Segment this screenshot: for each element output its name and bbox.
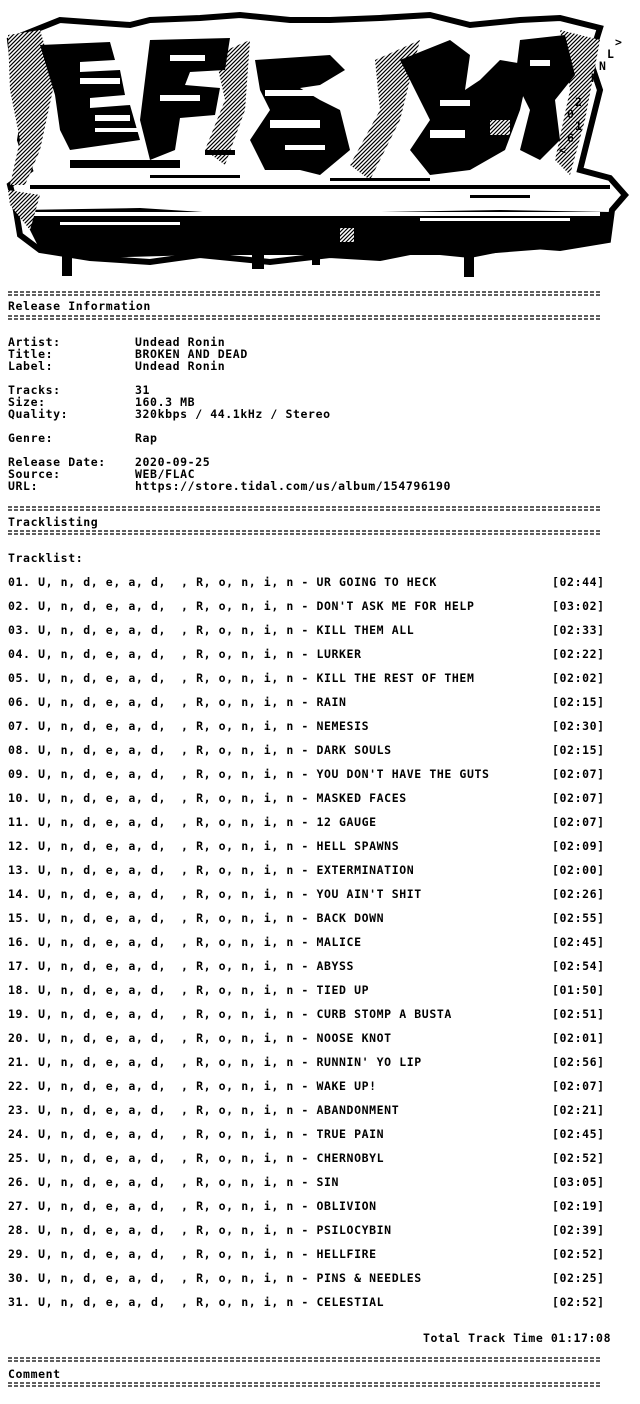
track-duration: [02:25] — [552, 1271, 605, 1285]
divider — [8, 290, 600, 298]
track-row: 14. U, n, d, e, a, d, , R, o, n, i, n - YOU AIN'T SHIT — [8, 887, 422, 901]
track-row: 03. U, n, d, e, a, d, , R, o, n, i, n - KILL THEM ALL — [8, 623, 415, 637]
track-row: 23. U, n, d, e, a, d, , R, o, n, i, n - ABANDONMENT — [8, 1103, 400, 1117]
track-duration: [02:09] — [552, 839, 605, 853]
track-row: 09. U, n, d, e, a, d, , R, o, n, i, n - YOU DON'T HAVE THE GUTS — [8, 767, 490, 781]
release-date-label: Release Date: — [8, 455, 106, 469]
url-label: URL: — [8, 479, 39, 493]
track-duration: [02:52] — [552, 1295, 605, 1309]
track-row: 24. U, n, d, e, a, d, , R, o, n, i, n - TRUE PAIN — [8, 1127, 385, 1141]
track-duration: [02:56] — [552, 1055, 605, 1069]
track-duration: [02:54] — [552, 959, 605, 973]
track-duration: [02:30] — [552, 719, 605, 733]
track-duration: [02:45] — [552, 1127, 605, 1141]
track-duration: [02:45] — [552, 935, 605, 949]
track-row: 17. U, n, d, e, a, d, , R, o, n, i, n - ABYSS — [8, 959, 355, 973]
track-row: 26. U, n, d, e, a, d, , R, o, n, i, n - SIN — [8, 1175, 340, 1189]
track-duration: [02:07] — [552, 1079, 605, 1093]
source-value: WEB/FLAC — [135, 467, 196, 481]
track-row: 15. U, n, d, e, a, d, , R, o, n, i, n - BACK DOWN — [8, 911, 385, 925]
banner-letter: < — [559, 143, 567, 157]
track-row: 07. U, n, d, e, a, d, , R, o, n, i, n - NEMESIS — [8, 719, 370, 733]
track-duration: [02:52] — [552, 1151, 605, 1165]
tracks-label: Tracks: — [8, 383, 61, 397]
track-duration: [02:07] — [552, 815, 605, 829]
track-row: 02. U, n, d, e, a, d, , R, o, n, i, n - DON'T ASK ME FOR HELP — [8, 599, 475, 613]
track-duration: [02:55] — [552, 911, 605, 925]
banner-letter: 6 — [567, 131, 575, 145]
track-row: 08. U, n, d, e, a, d, , R, o, n, i, n - DARK SOULS — [8, 743, 392, 757]
track-row: 13. U, n, d, e, a, d, , R, o, n, i, n - EXTERMINATION — [8, 863, 415, 877]
track-duration: [02:01] — [552, 1031, 605, 1045]
track-duration: [02:22] — [552, 647, 605, 661]
track-row: 28. U, n, d, e, a, d, , R, o, n, i, n - PSILOCYBIN — [8, 1223, 392, 1237]
section-title-release: Release Information — [8, 299, 151, 313]
banner-art — [0, 0, 640, 290]
track-row: 29. U, n, d, e, a, d, , R, o, n, i, n - HELLFIRE — [8, 1247, 377, 1261]
size-value: 160.3 MB — [135, 395, 196, 409]
track-row: 21. U, n, d, e, a, d, , R, o, n, i, n - RUNNIN' YO LIP — [8, 1055, 422, 1069]
track-row: 10. U, n, d, e, a, d, , R, o, n, i, n - MASKED FACES — [8, 791, 407, 805]
track-duration: [02:19] — [552, 1199, 605, 1213]
tracklist-heading: Tracklist: — [8, 551, 84, 565]
track-duration: [02:39] — [552, 1223, 605, 1237]
artist-value: Undead Ronin — [135, 335, 226, 349]
genre-value: Rap — [135, 431, 158, 445]
track-row: 20. U, n, d, e, a, d, , R, o, n, i, n - NOOSE KNOT — [8, 1031, 392, 1045]
track-duration: [03:02] — [552, 599, 605, 613]
banner-letter: > — [615, 35, 623, 49]
track-row: 19. U, n, d, e, a, d, , R, o, n, i, n - CURB STOMP A BUSTA — [8, 1007, 452, 1021]
track-duration: [02:02] — [552, 671, 605, 685]
track-row: 31. U, n, d, e, a, d, , R, o, n, i, n - CELESTIAL — [8, 1295, 385, 1309]
track-duration: [02:07] — [552, 767, 605, 781]
track-duration: [02:51] — [552, 1007, 605, 1021]
title-label: Title: — [8, 347, 54, 361]
track-duration: [02:15] — [552, 743, 605, 757]
banner-letter: L — [607, 47, 615, 61]
track-row: 16. U, n, d, e, a, d, , R, o, n, i, n - MALICE — [8, 935, 362, 949]
banner-letter: 2 — [575, 95, 583, 109]
divider — [8, 529, 600, 537]
section-title-tracklisting: Tracklisting — [8, 515, 99, 529]
banner-letter: 1 — [575, 119, 583, 133]
track-duration: [03:05] — [552, 1175, 605, 1189]
banner-letter: K — [591, 71, 599, 85]
track-row: 22. U, n, d, e, a, d, , R, o, n, i, n - WAKE UP! — [8, 1079, 377, 1093]
divider — [8, 314, 600, 322]
section-title-comment: Comment — [8, 1367, 61, 1381]
title-value: BROKEN AND DEAD — [135, 347, 248, 361]
tracks-value: 31 — [135, 383, 151, 397]
track-row: 01. U, n, d, e, a, d, , R, o, n, i, n - UR GOING TO HECK — [8, 575, 437, 589]
track-duration: [02:52] — [552, 1247, 605, 1261]
track-duration: [02:21] — [552, 1103, 605, 1117]
label-label: Label: — [8, 359, 54, 373]
track-row: 06. U, n, d, e, a, d, , R, o, n, i, n - RAIN — [8, 695, 347, 709]
track-duration: [01:50] — [552, 983, 605, 997]
artist-label: Artist: — [8, 335, 61, 349]
track-row: 11. U, n, d, e, a, d, , R, o, n, i, n - 12 GAUGE — [8, 815, 377, 829]
track-duration: [02:07] — [552, 791, 605, 805]
banner-letter: N — [599, 59, 607, 73]
nfo-banner-logo — [0, 0, 640, 290]
track-row: 12. U, n, d, e, a, d, , R, o, n, i, n - HELL SPAWNS — [8, 839, 400, 853]
track-duration: [02:44] — [552, 575, 605, 589]
quality-label: Quality: — [8, 407, 69, 421]
track-duration: [02:15] — [552, 695, 605, 709]
banner-letter: 0 — [567, 107, 575, 121]
track-row: 18. U, n, d, e, a, d, , R, o, n, i, n - TIED UP — [8, 983, 370, 997]
divider — [8, 1381, 600, 1389]
track-row: 25. U, n, d, e, a, d, , R, o, n, i, n - CHERNOBYL — [8, 1151, 385, 1165]
track-duration: [02:26] — [552, 887, 605, 901]
release-date-value: 2020-09-25 — [135, 455, 211, 469]
divider — [8, 1356, 600, 1364]
source-label: Source: — [8, 467, 61, 481]
quality-value: 320kbps / 44.1kHz / Stereo — [135, 407, 331, 421]
track-row: 30. U, n, d, e, a, d, , R, o, n, i, n - PINS & NEEDLES — [8, 1271, 422, 1285]
total-track-time: Total Track Time 01:17:08 — [423, 1331, 612, 1345]
track-duration: [02:00] — [552, 863, 605, 877]
track-row: 27. U, n, d, e, a, d, , R, o, n, i, n - OBLIVION — [8, 1199, 377, 1213]
url-link[interactable]: https://store.tidal.com/us/album/154796190 — [135, 479, 451, 493]
divider — [8, 505, 600, 513]
size-label: Size: — [8, 395, 46, 409]
track-row: 05. U, n, d, e, a, d, , R, o, n, i, n - KILL THE REST OF THEM — [8, 671, 475, 685]
label-value: Undead Ronin — [135, 359, 226, 373]
track-row: 04. U, n, d, e, a, d, , R, o, n, i, n - LURKER — [8, 647, 362, 661]
genre-label: Genre: — [8, 431, 54, 445]
track-duration: [02:33] — [552, 623, 605, 637]
